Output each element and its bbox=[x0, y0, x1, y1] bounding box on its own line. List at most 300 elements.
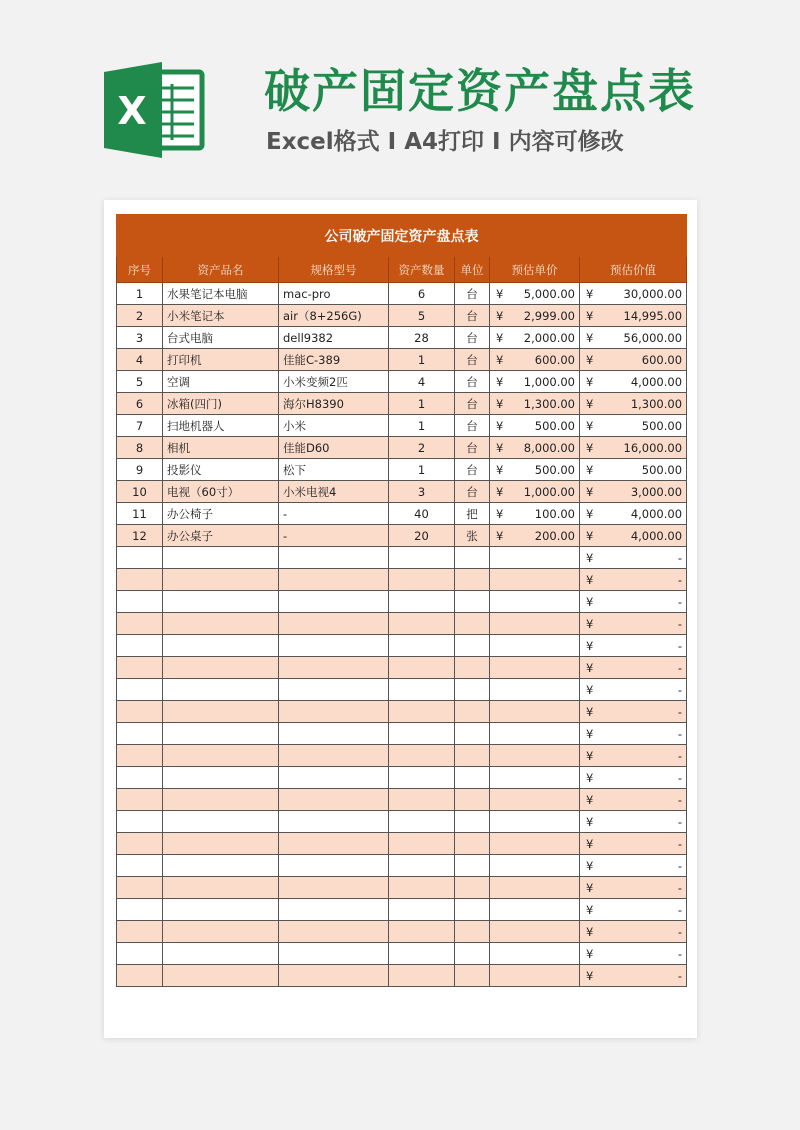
cell-model[interactable] bbox=[279, 723, 389, 745]
cell-no[interactable]: 7 bbox=[117, 415, 163, 437]
cell-qty[interactable] bbox=[389, 591, 455, 613]
cell-unit[interactable]: 台 bbox=[455, 415, 490, 437]
cell-unit[interactable] bbox=[455, 613, 490, 635]
cell-qty[interactable]: 2 bbox=[389, 437, 455, 459]
cell-value[interactable] bbox=[580, 899, 687, 921]
cell-name[interactable]: 相机 bbox=[163, 437, 279, 459]
cell-no[interactable] bbox=[117, 965, 163, 987]
cell-qty[interactable] bbox=[389, 657, 455, 679]
cell-price[interactable] bbox=[490, 723, 580, 745]
cell-no[interactable] bbox=[117, 701, 163, 723]
cell-qty[interactable] bbox=[389, 613, 455, 635]
cell-name[interactable] bbox=[163, 965, 279, 987]
currency-symbol: ¥ bbox=[586, 396, 594, 411]
col-header-qty[interactable]: 资产数量 bbox=[389, 257, 455, 283]
cell-unit[interactable]: 台 bbox=[455, 371, 490, 393]
table-body bbox=[117, 283, 687, 987]
cell-price[interactable] bbox=[490, 745, 580, 767]
table-row bbox=[117, 789, 687, 811]
cell-price[interactable] bbox=[490, 965, 580, 987]
cell-unit[interactable]: 台 bbox=[455, 459, 490, 481]
cell-price[interactable] bbox=[490, 503, 580, 525]
currency-symbol: ¥ bbox=[586, 902, 594, 917]
cell-no[interactable]: 8 bbox=[117, 437, 163, 459]
cell-name[interactable] bbox=[163, 855, 279, 877]
cell-model[interactable] bbox=[279, 811, 389, 833]
cell-model[interactable] bbox=[279, 635, 389, 657]
money-value: - bbox=[677, 814, 683, 829]
cell-name[interactable] bbox=[163, 679, 279, 701]
money-value: 1,000.00 bbox=[523, 484, 575, 499]
table-row bbox=[117, 855, 687, 877]
cell-value[interactable] bbox=[580, 877, 687, 899]
cell-no[interactable] bbox=[117, 657, 163, 679]
cell-name[interactable]: 冰箱(四门) bbox=[163, 393, 279, 415]
table-row bbox=[117, 965, 687, 987]
cell-model[interactable]: dell9382 bbox=[279, 327, 389, 349]
cell-no[interactable]: 12 bbox=[117, 525, 163, 547]
cell-unit[interactable]: 张 bbox=[455, 525, 490, 547]
col-header-unit[interactable]: 单位 bbox=[455, 257, 490, 283]
cell-price[interactable] bbox=[490, 525, 580, 547]
money-value: - bbox=[677, 836, 683, 851]
cell-unit[interactable] bbox=[455, 569, 490, 591]
cell-no[interactable] bbox=[117, 943, 163, 965]
inventory-table bbox=[116, 214, 687, 987]
cell-unit[interactable]: 台 bbox=[455, 437, 490, 459]
cell-value[interactable] bbox=[580, 547, 687, 569]
cell-value[interactable] bbox=[580, 525, 687, 547]
table-row bbox=[117, 305, 687, 327]
currency-symbol: ¥ bbox=[586, 594, 594, 609]
cell-price[interactable] bbox=[490, 657, 580, 679]
cell-name[interactable]: 电视（60寸） bbox=[163, 481, 279, 503]
cell-no[interactable] bbox=[117, 921, 163, 943]
cell-price[interactable] bbox=[490, 877, 580, 899]
currency-symbol: ¥ bbox=[496, 506, 504, 521]
cell-qty[interactable]: 20 bbox=[389, 525, 455, 547]
cell-price[interactable] bbox=[490, 371, 580, 393]
cell-model[interactable]: - bbox=[279, 525, 389, 547]
cell-unit[interactable] bbox=[455, 855, 490, 877]
cell-price[interactable] bbox=[490, 591, 580, 613]
cell-value[interactable] bbox=[580, 789, 687, 811]
cell-qty[interactable] bbox=[389, 965, 455, 987]
cell-model[interactable]: 小米 bbox=[279, 415, 389, 437]
cell-name[interactable] bbox=[163, 613, 279, 635]
money-value: - bbox=[677, 572, 683, 587]
cell-unit[interactable]: 台 bbox=[455, 327, 490, 349]
cell-model[interactable] bbox=[279, 965, 389, 987]
cell-unit[interactable] bbox=[455, 767, 490, 789]
cell-unit[interactable] bbox=[455, 657, 490, 679]
cell-value[interactable] bbox=[580, 965, 687, 987]
cell-qty[interactable]: 6 bbox=[389, 283, 455, 305]
cell-model[interactable] bbox=[279, 569, 389, 591]
cell-model[interactable] bbox=[279, 613, 389, 635]
cell-qty[interactable]: 1 bbox=[389, 393, 455, 415]
cell-model[interactable]: 松下 bbox=[279, 459, 389, 481]
cell-value[interactable] bbox=[580, 657, 687, 679]
cell-no[interactable] bbox=[117, 591, 163, 613]
cell-qty[interactable] bbox=[389, 569, 455, 591]
cell-no[interactable]: 6 bbox=[117, 393, 163, 415]
cell-name[interactable]: 办公椅子 bbox=[163, 503, 279, 525]
currency-symbol: ¥ bbox=[586, 726, 594, 741]
cell-price[interactable] bbox=[490, 547, 580, 569]
cell-name[interactable]: 水果笔记本电脑 bbox=[163, 283, 279, 305]
currency-symbol: ¥ bbox=[496, 418, 504, 433]
cell-name[interactable] bbox=[163, 811, 279, 833]
cell-qty[interactable]: 4 bbox=[389, 371, 455, 393]
cell-qty[interactable] bbox=[389, 877, 455, 899]
cell-unit[interactable] bbox=[455, 899, 490, 921]
currency-symbol: ¥ bbox=[586, 330, 594, 345]
cell-unit[interactable] bbox=[455, 811, 490, 833]
cell-model[interactable] bbox=[279, 877, 389, 899]
cell-value[interactable] bbox=[580, 613, 687, 635]
cell-qty[interactable]: 28 bbox=[389, 327, 455, 349]
cell-qty[interactable] bbox=[389, 767, 455, 789]
cell-value[interactable] bbox=[580, 283, 687, 305]
cell-no[interactable] bbox=[117, 767, 163, 789]
currency-symbol: ¥ bbox=[496, 462, 504, 477]
cell-price[interactable] bbox=[490, 393, 580, 415]
cell-price[interactable] bbox=[490, 701, 580, 723]
cell-value[interactable] bbox=[580, 723, 687, 745]
cell-qty[interactable] bbox=[389, 899, 455, 921]
cell-name[interactable] bbox=[163, 921, 279, 943]
cell-no[interactable] bbox=[117, 745, 163, 767]
cell-price[interactable] bbox=[490, 613, 580, 635]
cell-model[interactable] bbox=[279, 833, 389, 855]
cell-price[interactable] bbox=[490, 679, 580, 701]
cell-qty[interactable] bbox=[389, 833, 455, 855]
cell-price[interactable] bbox=[490, 327, 580, 349]
cell-unit[interactable] bbox=[455, 965, 490, 987]
cell-qty[interactable]: 40 bbox=[389, 503, 455, 525]
cell-value[interactable] bbox=[580, 349, 687, 371]
cell-unit[interactable] bbox=[455, 877, 490, 899]
table-row bbox=[117, 393, 687, 415]
money-value: - bbox=[677, 726, 683, 741]
table-row bbox=[117, 415, 687, 437]
cell-name[interactable]: 办公桌子 bbox=[163, 525, 279, 547]
cell-price[interactable] bbox=[490, 349, 580, 371]
currency-symbol: ¥ bbox=[586, 506, 594, 521]
cell-value[interactable] bbox=[580, 855, 687, 877]
cell-unit[interactable] bbox=[455, 679, 490, 701]
cell-name[interactable] bbox=[163, 547, 279, 569]
table-row bbox=[117, 283, 687, 305]
cell-unit[interactable]: 台 bbox=[455, 481, 490, 503]
cell-model[interactable]: 小米电视4 bbox=[279, 481, 389, 503]
cell-price[interactable] bbox=[490, 921, 580, 943]
currency-symbol: ¥ bbox=[496, 396, 504, 411]
cell-name[interactable] bbox=[163, 745, 279, 767]
currency-symbol: ¥ bbox=[586, 550, 594, 565]
cell-model[interactable] bbox=[279, 657, 389, 679]
cell-name[interactable] bbox=[163, 635, 279, 657]
cell-no[interactable] bbox=[117, 855, 163, 877]
cell-no[interactable]: 9 bbox=[117, 459, 163, 481]
cell-value[interactable] bbox=[580, 745, 687, 767]
currency-symbol: ¥ bbox=[586, 924, 594, 939]
cell-value[interactable] bbox=[580, 635, 687, 657]
cell-value[interactable] bbox=[580, 459, 687, 481]
currency-symbol: ¥ bbox=[586, 858, 594, 873]
cell-qty[interactable] bbox=[389, 811, 455, 833]
cell-value[interactable] bbox=[580, 679, 687, 701]
cell-name[interactable] bbox=[163, 899, 279, 921]
cell-name[interactable]: 小米笔记本 bbox=[163, 305, 279, 327]
cell-qty[interactable] bbox=[389, 943, 455, 965]
cell-value[interactable] bbox=[580, 943, 687, 965]
currency-symbol: ¥ bbox=[586, 484, 594, 499]
cell-name[interactable] bbox=[163, 877, 279, 899]
cell-model[interactable]: 佳能D60 bbox=[279, 437, 389, 459]
cell-unit[interactable] bbox=[455, 635, 490, 657]
cell-unit[interactable]: 台 bbox=[455, 283, 490, 305]
currency-symbol: ¥ bbox=[586, 616, 594, 631]
cell-qty[interactable] bbox=[389, 723, 455, 745]
currency-symbol: ¥ bbox=[586, 814, 594, 829]
cell-value[interactable] bbox=[580, 305, 687, 327]
cell-unit[interactable] bbox=[455, 833, 490, 855]
cell-model[interactable]: 小米变频2匹 bbox=[279, 371, 389, 393]
cell-value[interactable] bbox=[580, 503, 687, 525]
cell-value[interactable] bbox=[580, 393, 687, 415]
cell-qty[interactable] bbox=[389, 745, 455, 767]
money-value: - bbox=[677, 792, 683, 807]
cell-qty[interactable] bbox=[389, 855, 455, 877]
cell-qty[interactable]: 1 bbox=[389, 349, 455, 371]
money-value: - bbox=[677, 594, 683, 609]
cell-no[interactable]: 10 bbox=[117, 481, 163, 503]
cell-model[interactable] bbox=[279, 855, 389, 877]
cell-no[interactable] bbox=[117, 635, 163, 657]
cell-unit[interactable] bbox=[455, 789, 490, 811]
currency-symbol: ¥ bbox=[496, 484, 504, 499]
cell-name[interactable] bbox=[163, 943, 279, 965]
table-row bbox=[117, 833, 687, 855]
cell-no[interactable] bbox=[117, 899, 163, 921]
currency-symbol: ¥ bbox=[586, 286, 594, 301]
cell-name[interactable] bbox=[163, 701, 279, 723]
cell-unit[interactable] bbox=[455, 921, 490, 943]
cell-price[interactable] bbox=[490, 833, 580, 855]
table-row bbox=[117, 591, 687, 613]
cell-price[interactable] bbox=[490, 283, 580, 305]
cell-name[interactable] bbox=[163, 591, 279, 613]
cell-unit[interactable]: 台 bbox=[455, 349, 490, 371]
cell-unit[interactable] bbox=[455, 591, 490, 613]
cell-price[interactable] bbox=[490, 569, 580, 591]
cell-qty[interactable]: 3 bbox=[389, 481, 455, 503]
cell-price[interactable] bbox=[490, 481, 580, 503]
cell-value[interactable] bbox=[580, 767, 687, 789]
cell-no[interactable] bbox=[117, 679, 163, 701]
cell-value[interactable] bbox=[580, 481, 687, 503]
cell-value[interactable] bbox=[580, 569, 687, 591]
cell-qty[interactable]: 1 bbox=[389, 459, 455, 481]
cell-unit[interactable] bbox=[455, 745, 490, 767]
cell-value[interactable] bbox=[580, 921, 687, 943]
cell-model[interactable] bbox=[279, 767, 389, 789]
money-value: 4,000.00 bbox=[630, 528, 683, 543]
cell-qty[interactable]: 1 bbox=[389, 415, 455, 437]
cell-qty[interactable] bbox=[389, 789, 455, 811]
money-value: - bbox=[677, 748, 683, 763]
cell-price[interactable] bbox=[490, 811, 580, 833]
currency-symbol: ¥ bbox=[586, 748, 594, 763]
cell-value[interactable] bbox=[580, 701, 687, 723]
currency-symbol: ¥ bbox=[496, 330, 504, 345]
cell-price[interactable] bbox=[490, 789, 580, 811]
cell-qty[interactable]: 5 bbox=[389, 305, 455, 327]
cell-no[interactable]: 4 bbox=[117, 349, 163, 371]
cell-price[interactable] bbox=[490, 305, 580, 327]
cell-value[interactable] bbox=[580, 415, 687, 437]
cell-name[interactable] bbox=[163, 833, 279, 855]
cell-model[interactable] bbox=[279, 679, 389, 701]
money-value: - bbox=[677, 924, 683, 939]
header-row bbox=[117, 257, 687, 283]
currency-symbol: ¥ bbox=[496, 352, 504, 367]
cell-price[interactable] bbox=[490, 459, 580, 481]
currency-symbol: ¥ bbox=[586, 946, 594, 961]
money-value: - bbox=[677, 704, 683, 719]
cell-qty[interactable] bbox=[389, 635, 455, 657]
money-value: - bbox=[677, 858, 683, 873]
cell-price[interactable] bbox=[490, 855, 580, 877]
cell-no[interactable] bbox=[117, 789, 163, 811]
cell-no[interactable]: 2 bbox=[117, 305, 163, 327]
table-row bbox=[117, 767, 687, 789]
cell-no[interactable]: 5 bbox=[117, 371, 163, 393]
cell-model[interactable] bbox=[279, 701, 389, 723]
money-value: 14,995.00 bbox=[623, 308, 683, 323]
cell-no[interactable] bbox=[117, 833, 163, 855]
cell-unit[interactable] bbox=[455, 547, 490, 569]
cell-qty[interactable] bbox=[389, 921, 455, 943]
cell-name[interactable] bbox=[163, 569, 279, 591]
cell-name[interactable]: 空调 bbox=[163, 371, 279, 393]
col-header-model[interactable]: 规格型号 bbox=[279, 257, 389, 283]
cell-no[interactable] bbox=[117, 877, 163, 899]
cell-model[interactable] bbox=[279, 789, 389, 811]
table-row bbox=[117, 943, 687, 965]
money-value: 4,000.00 bbox=[630, 506, 683, 521]
cell-model[interactable] bbox=[279, 547, 389, 569]
cell-no[interactable] bbox=[117, 723, 163, 745]
cell-value[interactable] bbox=[580, 371, 687, 393]
cell-name[interactable]: 台式电脑 bbox=[163, 327, 279, 349]
cell-no[interactable] bbox=[117, 547, 163, 569]
cell-model[interactable]: mac-pro bbox=[279, 283, 389, 305]
cell-value[interactable] bbox=[580, 327, 687, 349]
cell-model[interactable]: air（8+256G) bbox=[279, 305, 389, 327]
currency-symbol: ¥ bbox=[586, 836, 594, 851]
cell-no[interactable] bbox=[117, 613, 163, 635]
cell-model[interactable] bbox=[279, 921, 389, 943]
cell-qty[interactable] bbox=[389, 679, 455, 701]
money-value: 200.00 bbox=[534, 528, 575, 543]
cell-no[interactable]: 1 bbox=[117, 283, 163, 305]
cell-name[interactable] bbox=[163, 767, 279, 789]
cell-price[interactable] bbox=[490, 635, 580, 657]
cell-value[interactable] bbox=[580, 833, 687, 855]
cell-no[interactable] bbox=[117, 569, 163, 591]
col-header-name[interactable]: 资产品名 bbox=[163, 257, 279, 283]
cell-value[interactable] bbox=[580, 437, 687, 459]
currency-symbol: ¥ bbox=[586, 968, 594, 983]
currency-symbol: ¥ bbox=[586, 374, 594, 389]
table-row bbox=[117, 635, 687, 657]
cell-value[interactable] bbox=[580, 811, 687, 833]
money-value: 2,000.00 bbox=[523, 330, 575, 345]
cell-model[interactable]: - bbox=[279, 503, 389, 525]
table-row bbox=[117, 811, 687, 833]
cell-name[interactable] bbox=[163, 723, 279, 745]
money-value: - bbox=[677, 638, 683, 653]
cell-qty[interactable] bbox=[389, 701, 455, 723]
money-value: 500.00 bbox=[534, 418, 575, 433]
cell-no[interactable] bbox=[117, 811, 163, 833]
cell-name[interactable]: 投影仪 bbox=[163, 459, 279, 481]
money-value: 16,000.00 bbox=[623, 440, 683, 455]
cell-price[interactable] bbox=[490, 437, 580, 459]
cell-price[interactable] bbox=[490, 415, 580, 437]
cell-unit[interactable]: 台 bbox=[455, 393, 490, 415]
cell-price[interactable] bbox=[490, 767, 580, 789]
money-value: 4,000.00 bbox=[630, 374, 683, 389]
col-header-price[interactable]: 预估单价 bbox=[490, 257, 580, 283]
table-row bbox=[117, 349, 687, 371]
cell-unit[interactable] bbox=[455, 943, 490, 965]
cell-model[interactable]: 佳能C-389 bbox=[279, 349, 389, 371]
cell-model[interactable] bbox=[279, 943, 389, 965]
cell-name[interactable] bbox=[163, 657, 279, 679]
cell-unit[interactable] bbox=[455, 701, 490, 723]
money-value: - bbox=[677, 616, 683, 631]
cell-price[interactable] bbox=[490, 943, 580, 965]
cell-no[interactable]: 11 bbox=[117, 503, 163, 525]
cell-no[interactable]: 3 bbox=[117, 327, 163, 349]
cell-name[interactable]: 打印机 bbox=[163, 349, 279, 371]
currency-symbol: ¥ bbox=[496, 440, 504, 455]
cell-model[interactable]: 海尔H8390 bbox=[279, 393, 389, 415]
cell-model[interactable] bbox=[279, 591, 389, 613]
cell-unit[interactable] bbox=[455, 723, 490, 745]
cell-name[interactable]: 扫地机器人 bbox=[163, 415, 279, 437]
cell-unit[interactable]: 台 bbox=[455, 305, 490, 327]
cell-unit[interactable]: 把 bbox=[455, 503, 490, 525]
cell-price[interactable] bbox=[490, 899, 580, 921]
cell-model[interactable] bbox=[279, 745, 389, 767]
logo-letter: X bbox=[117, 89, 147, 133]
col-header-no[interactable]: 序号 bbox=[117, 257, 163, 283]
table-row bbox=[117, 371, 687, 393]
cell-name[interactable] bbox=[163, 789, 279, 811]
col-header-value[interactable]: 预估价值 bbox=[580, 257, 687, 283]
currency-symbol: ¥ bbox=[496, 286, 504, 301]
currency-symbol: ¥ bbox=[586, 660, 594, 675]
cell-model[interactable] bbox=[279, 899, 389, 921]
cell-value[interactable] bbox=[580, 591, 687, 613]
cell-qty[interactable] bbox=[389, 547, 455, 569]
money-value: 600.00 bbox=[534, 352, 575, 367]
